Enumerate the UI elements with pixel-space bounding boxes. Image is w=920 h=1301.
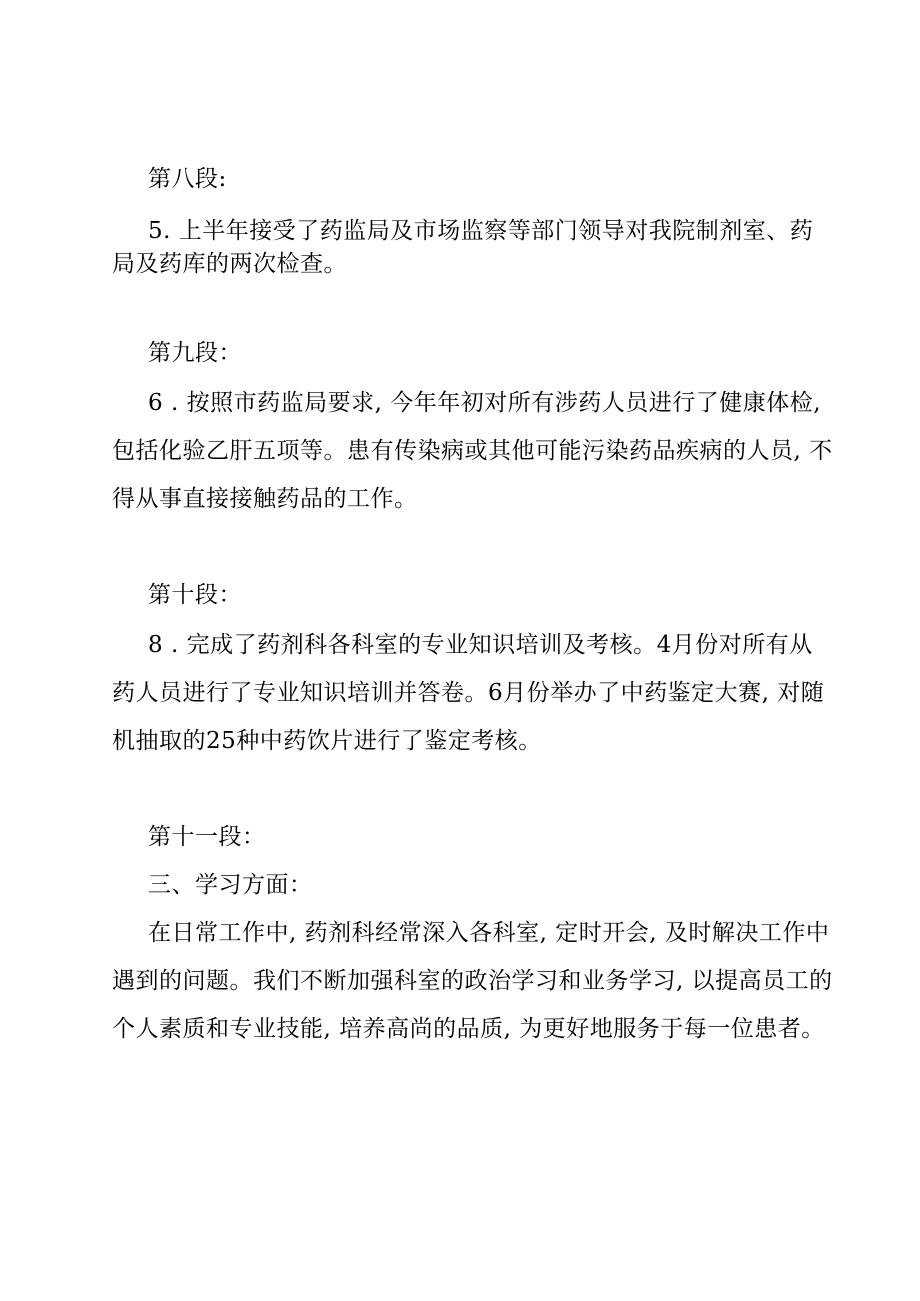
paragraph-line: 局及药库的两次检查。 xyxy=(112,251,347,277)
section-heading-8: 第八段: xyxy=(148,166,227,192)
paragraph-line: 药人员进行了专业知识培训并答卷。6月份举办了中药鉴定大赛, 对随 xyxy=(112,680,825,706)
paragraph-line: 机抽取的25种中药饮片进行了鉴定考核。 xyxy=(112,728,542,754)
paragraph-line: 个人素质和专业技能, 培养高尚的品质, 为更好地服务于每一位患者。 xyxy=(112,1016,825,1042)
section-heading-9: 第九段： xyxy=(148,340,242,366)
paragraph-line: 遇到的问题。我们不断加强科室的政治学习和业务学习, 以提高员工的 xyxy=(112,968,833,994)
paragraph-line: 8 . 完成了药剂科各科室的专业知识培训及考核。4月份对所有从 xyxy=(148,632,813,658)
paragraph-line: 包括化验乙肝五项等。患有传染病或其他可能污染药品疾病的人员, 不 xyxy=(112,438,833,464)
paragraph-line: 6 . 按照市药监局要求, 今年年初对所有涉药人员进行了健康体检, xyxy=(148,390,821,416)
paragraph-line: 得从事直接接触药品的工作。 xyxy=(112,486,418,512)
section-heading-11: 第十一段： xyxy=(148,824,266,850)
paragraph-line: 5. 上半年接受了药监局及市场监察等部门领导对我院制剂室、药 xyxy=(148,218,814,244)
section-heading-10: 第十段： xyxy=(148,582,242,608)
subsection-heading: 三、学习方面： xyxy=(148,872,313,898)
paragraph-line: 在日常工作中, 药剂科经常深入各科室, 定时开会, 及时解决工作中 xyxy=(148,920,830,946)
